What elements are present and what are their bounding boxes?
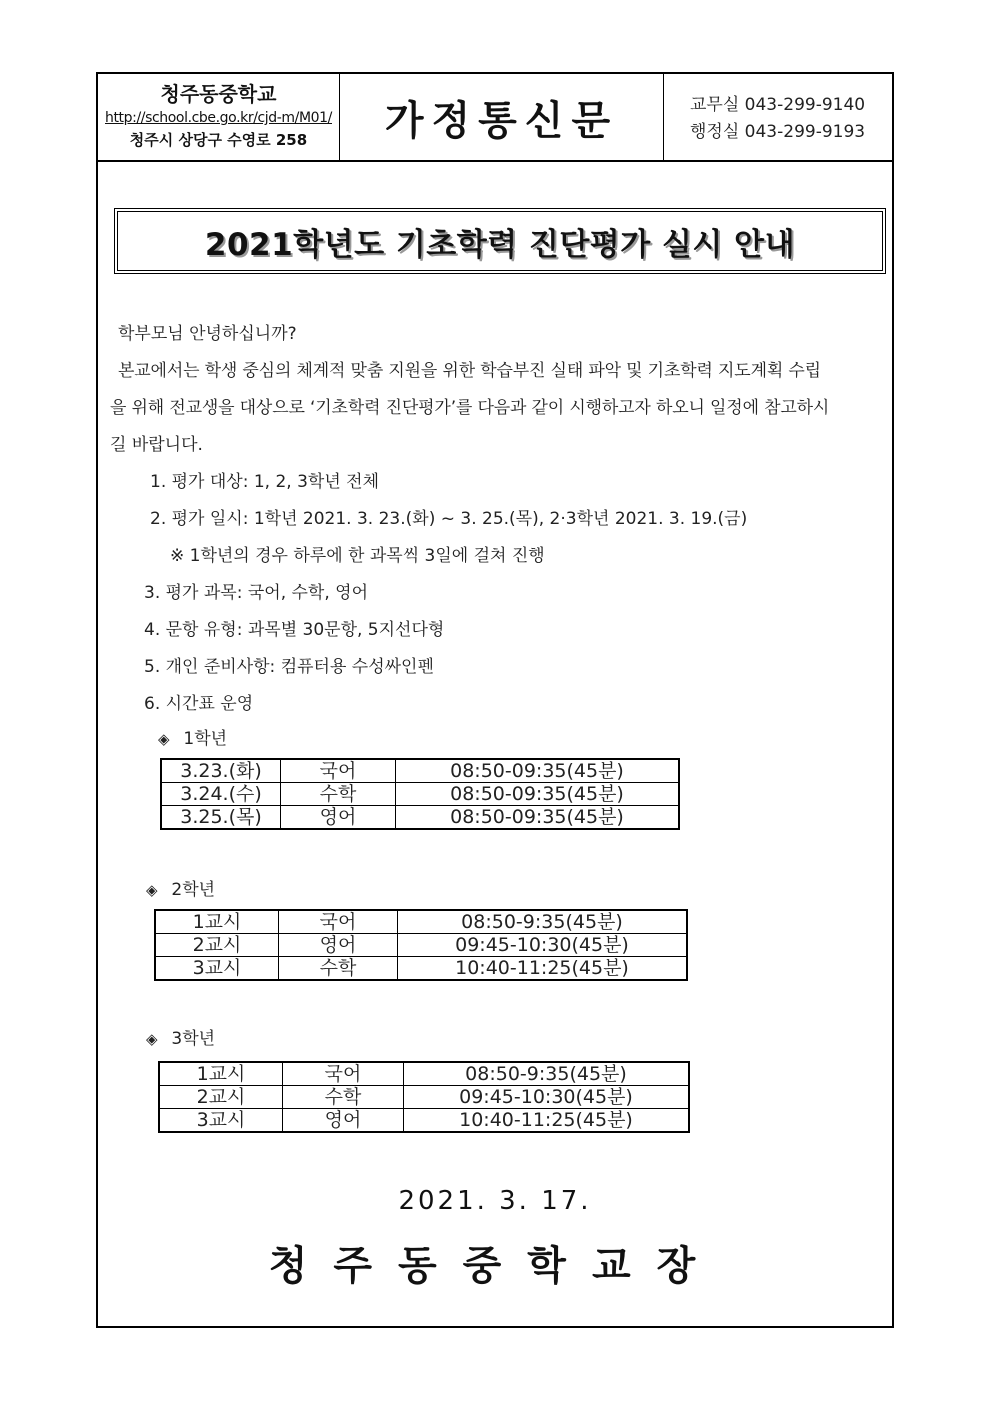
table-cell: 3.23.(화) [161,759,281,783]
table-cell: 09:45-10:30(45분) [404,1086,690,1109]
school-name: 청주동중학교 [160,82,277,106]
table-cell: 국어 [283,1062,404,1086]
table-row [159,1086,689,1109]
paragraph-line: 을 위해 전교생을 대상으로 ‘기초학력 진단평가’를 다음과 같이 시행하고자 하오니 일정에 참고하시 [110,398,830,418]
table-row [159,1109,689,1133]
table-row [159,1062,689,1086]
paragraph-line: 길 바랍니다. [110,435,203,455]
table-cell: 수학 [281,783,396,806]
grade-2-label [146,875,215,900]
table-cell: 1교시 [155,910,279,934]
grade-3-label [146,1024,215,1049]
table-row [155,934,687,957]
issue-date: 2021. 3. 17. [398,1186,592,1216]
table-cell: 08:50-09:35(45분) [396,759,680,783]
newsletter-title: 가정통신문 [340,74,664,160]
table-cell: 국어 [281,759,396,783]
table-cell: 2교시 [155,934,279,957]
list-item: 2. 평가 일시: 1학년 2021. 3. 23.(화) ~ 3. 25.(목), 2·3학년 2021. 3. 19.(금) [150,509,748,529]
letter-body [110,316,888,723]
table-row [155,910,687,934]
grade-1-timetable [160,758,680,830]
grade-1-label [158,724,227,749]
grade-label-text: 2학년 [171,880,216,900]
table-cell: 08:50-9:35(45분) [398,910,688,934]
list-item: 5. 개인 준비사항: 컴퓨터용 수성싸인펜 [144,657,434,677]
table-cell: 3교시 [155,957,279,981]
table-cell: 국어 [279,910,398,934]
table-cell: 10:40-11:25(45분) [404,1109,690,1133]
diamond-bullet-icon: ◈ [158,730,170,748]
table-cell: 3.25.(목) [161,806,281,830]
document-frame [96,72,894,1328]
doc-title: 2021학년도 기초학력 진단평가 실시 안내 [117,211,883,271]
contact-info [664,74,892,160]
table-cell: 08:50-09:35(45분) [396,783,680,806]
grade-label-text: 3학년 [171,1029,216,1049]
table-cell: 3교시 [159,1109,283,1133]
table-cell: 09:45-10:30(45분) [398,934,688,957]
list-item: 6. 시간표 운영 [144,694,254,714]
table-cell: 수학 [283,1086,404,1109]
paragraph-line: 본교에서는 학생 중심의 체계적 맞춤 지원을 위한 학습부진 실태 파악 및 기초학력 지도계획 수립 [118,361,821,381]
table-row [161,783,679,806]
school-url-link[interactable]: http://school.cbe.go.kr/cjd-m/M01/ [105,110,332,126]
grade-2-timetable [154,909,688,981]
table-cell: 영어 [281,806,396,830]
table-row [155,957,687,981]
list-item: 3. 평가 과목: 국어, 수학, 영어 [144,583,368,603]
table-cell: 08:50-9:35(45분) [404,1062,690,1086]
table-row [161,806,679,830]
diamond-bullet-icon: ◈ [146,1030,158,1048]
table-cell: 2교시 [159,1086,283,1109]
newsletter-header [98,74,892,162]
school-info [98,74,340,160]
table-cell: 08:50-09:35(45분) [396,806,680,830]
list-item: 1. 평가 대상: 1, 2, 3학년 전체 [150,472,380,492]
grade-3-timetable [158,1061,690,1133]
table-cell: 1교시 [159,1062,283,1086]
note: ※ 1학년의 경우 하루에 한 과목씩 3일에 걸쳐 진행 [170,546,545,566]
diamond-bullet-icon: ◈ [146,881,158,899]
table-cell: 영어 [279,934,398,957]
principal-signature: 청주동중학교장 [268,1242,722,1289]
school-address: 청주시 상당구 수영로 258 [129,131,308,149]
phone-admin: 행정실 043-299-9193 [690,122,866,142]
table-row [161,759,679,783]
table-cell: 영어 [283,1109,404,1133]
phone-office: 교무실 043-299-9140 [690,95,866,115]
table-cell: 3.24.(수) [161,783,281,806]
table-cell: 10:40-11:25(45분) [398,957,688,981]
list-item: 4. 문항 유형: 과목별 30문항, 5지선다형 [144,620,445,640]
grade-label-text: 1학년 [183,729,228,749]
doc-title-box [114,208,886,274]
greeting: 학부모님 안녕하십니까? [118,324,297,344]
table-cell: 수학 [279,957,398,981]
